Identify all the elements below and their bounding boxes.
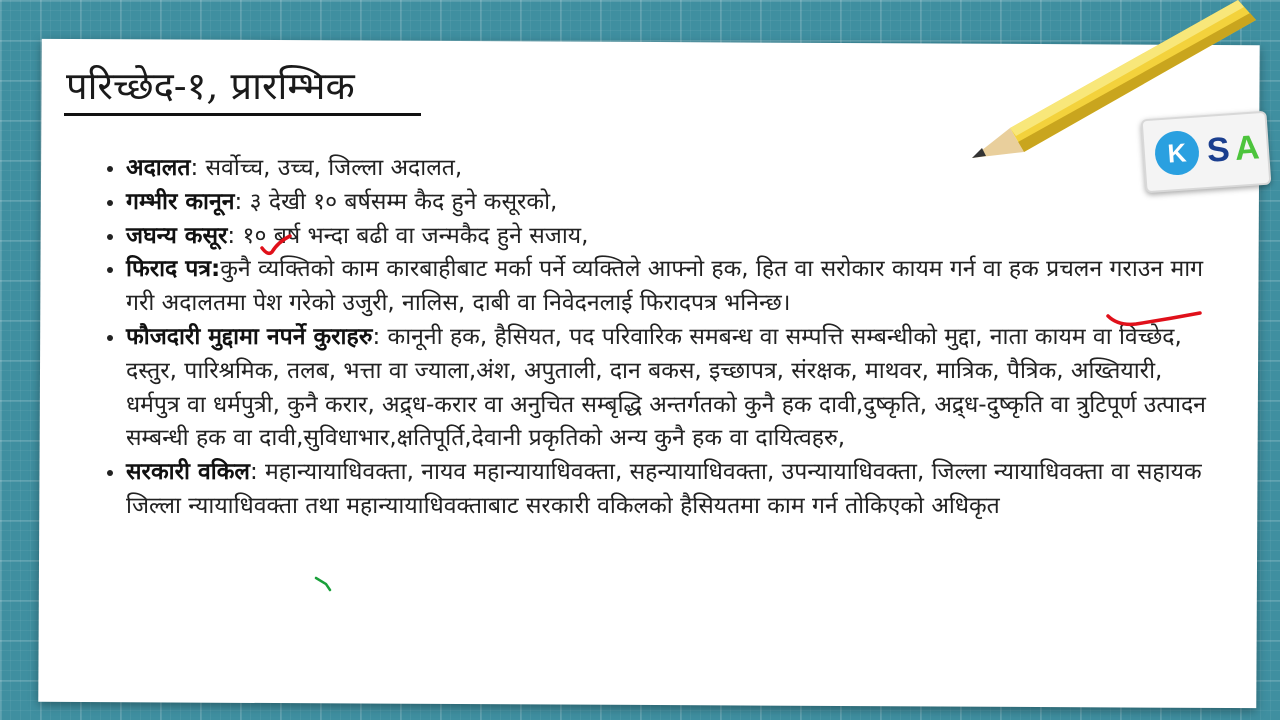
logo-a: A xyxy=(1233,128,1261,168)
term-label: अदालत xyxy=(126,155,191,181)
list-item xyxy=(126,186,1206,220)
title-underline xyxy=(64,113,421,116)
list-item xyxy=(126,152,1206,186)
list-item xyxy=(126,321,1206,456)
logo-s: S xyxy=(1205,130,1231,170)
logo-k: K xyxy=(1166,137,1188,169)
term-label: फिराद पत्र: xyxy=(126,256,221,283)
term-label: सरकारी वकिल xyxy=(126,459,250,486)
term-label: फौजदारी मुद्दामा नपर्ने कुराहरु xyxy=(126,323,373,350)
term-definition: : ३ देखी १० बर्षसम्म कैद हुने कसूरको, xyxy=(234,188,558,215)
page-title: परिच्छेद-१, प्रारम्भिक xyxy=(66,64,355,108)
term-definition: : कानूनी हक, हैसियत, पद परिवारिक समबन्ध वा सम्पत्ति सम्बन्धीको मुद्दा, नाता कायम वा विच्छेद, दस्तुर, पारिश्रमिक, तलब, भत्ता वा ज्याला,अंश, अपुताली, दान बकस, इच्छापत्र, संरक्षक, माथवर, मात्रिक, पैत्रिक, अख्तियारी, धर्मपुत्र वा धर्मपुत्री, कुनै करार, अद्र्ध-करार वा अनुचित सम्बृद्धि अन्तर्गतको कुनै हक दावी,दुष्कृति, अद्र्ध-दुष्कृति वा त्रुटिपूर्ण उत्पादन सम्बन्धी हक वा दावी,सुविधाभार,क्षतिपूर्ति,देवानी प्रकृतिको अन्य कुनै हक वा दायित्वहरु, xyxy=(126,323,1206,452)
list-item xyxy=(126,253,1206,321)
term-label: गम्भीर कानून xyxy=(126,188,235,215)
list-item xyxy=(126,220,1206,254)
term-definition: : १० बर्ष भन्दा बढी वा जन्मकैद हुने सजाय, xyxy=(227,222,589,249)
terms-list xyxy=(96,152,1206,524)
term-definition: : सर्वोच्च, उच्च, जिल्ला अदालत, xyxy=(190,155,463,181)
list-item xyxy=(126,456,1206,524)
term-definition: कुनै व्यक्तिको काम कारबाहीबाट मर्का पर्ने व्यक्तिले आफ्नो हक, हित वा सरोकार कायम गर्न वा हक प्रचलन गराउन माग गरी अदालतमा पेश गरेको उजुरी, नालिस, दाबी वा निवेदनलाई फिरादपत्र भनिन्छ। xyxy=(126,256,1204,317)
term-label: जघन्य कसूर xyxy=(126,222,228,249)
term-definition: : महान्यायाधिवक्ता, नायव महान्यायाधिवक्ता, सहन्यायाधिवक्ता, उपन्यायाधिवक्ता, जिल्ला न्यायाधिवक्ता वा सहायक जिल्ला न्यायाधिवक्ता तथा महान्यायाधिवक्ताबाट सरकारी वकिलको हैसियतमा काम गर्न तोकिएको अधिकृत xyxy=(126,459,1202,519)
